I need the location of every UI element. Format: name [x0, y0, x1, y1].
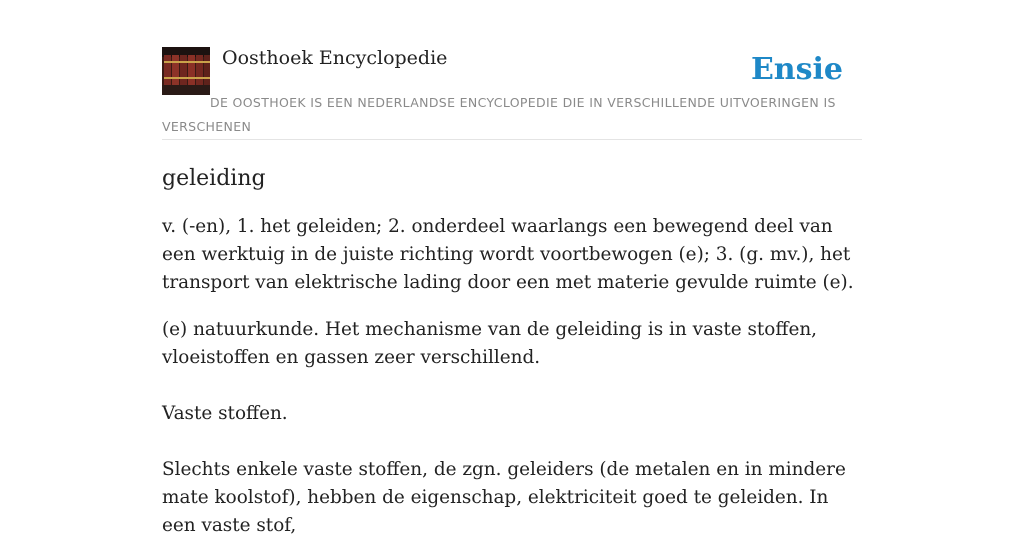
header-divider	[162, 139, 862, 140]
avatar[interactable]	[162, 47, 210, 95]
article-paragraph: Slechts enkele vaste stoffen, de zgn. geleiders (de metalen en in mindere mate koolstof), hebben de eigenschap, elektriciteit goed te geleiden. In een vaste stof,	[162, 459, 846, 536]
article-paragraph: (e) natuurkunde. Het mechanisme van de geleiding is in vaste stoffen, vloeistoffen en gassen zeer verschillend.	[162, 319, 818, 368]
site-title[interactable]: Oosthoek Encyclopedie	[222, 47, 448, 69]
page-title: geleiding	[162, 166, 266, 191]
book-spines-icon	[162, 47, 210, 95]
brand-logo[interactable]: Ensie	[750, 52, 843, 87]
section-heading: Vaste stoffen.	[162, 403, 288, 424]
article-paragraph: v. (-en), 1. het geleiden; 2. onderdeel waarlangs een bewegend deel van een werktuig in de juiste richting wordt voortbewogen (e); 3. (g. mv.), het transport van elektrische lading door een met materie gevulde ruimte (e).	[162, 216, 854, 293]
site-header	[162, 46, 862, 140]
article	[162, 162, 862, 559]
site-tagline: DE OOSTHOEK IS EEN NEDERLANDSE ENCYCLOPEDIE DIE IN VERSCHILLENDE UITVOERINGEN IS VERSCHENEN	[162, 95, 836, 134]
